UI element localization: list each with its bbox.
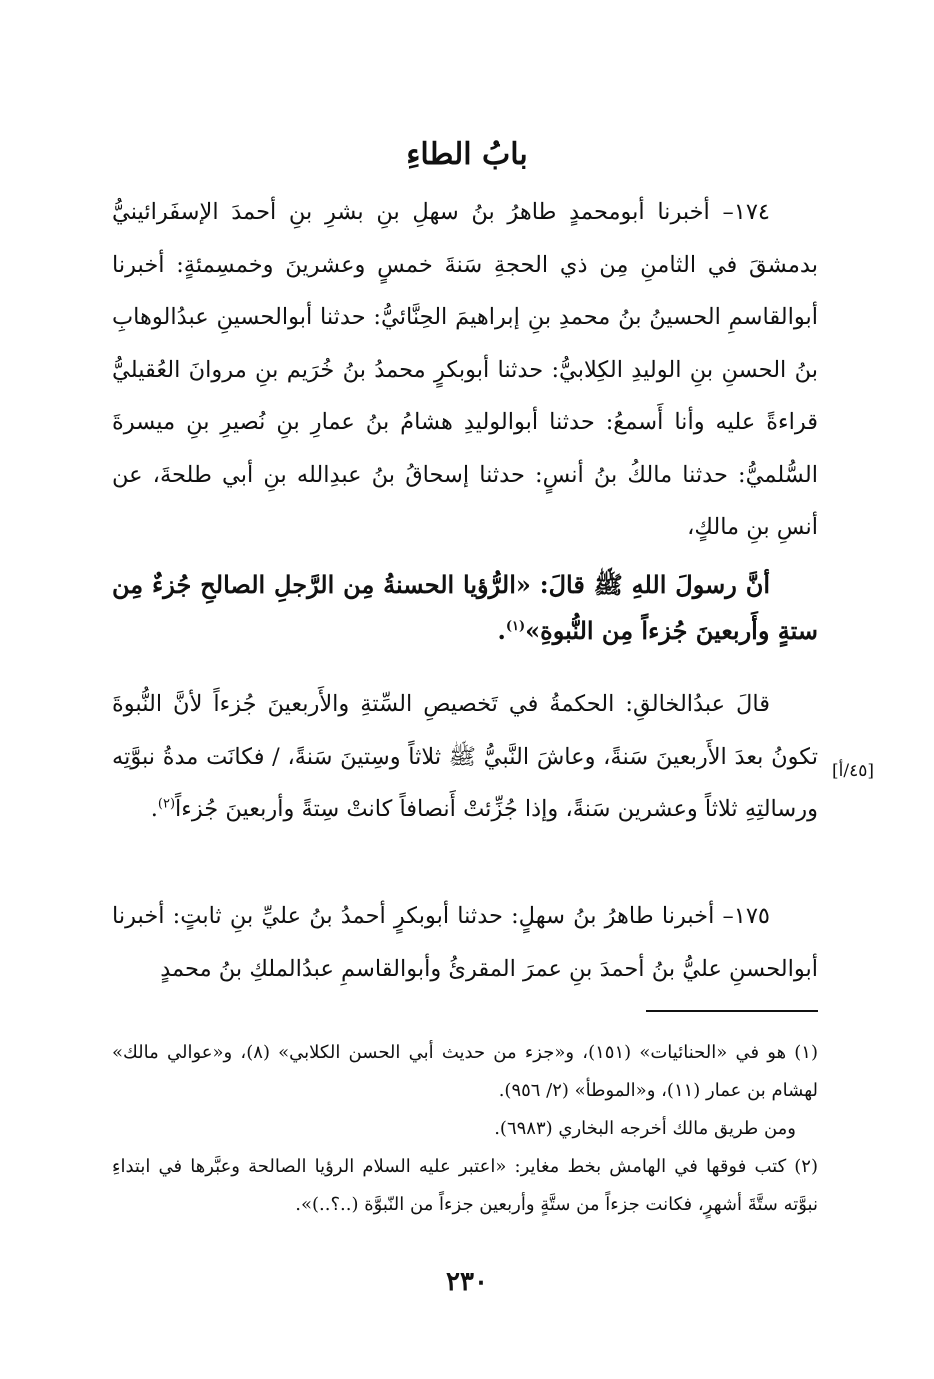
footnote-1-continuation: ومن طريق مالك أخرجه البخاري (٦٩٨٣). [494,1118,796,1139]
hadith-period: . [497,616,506,645]
commentary-period: . [150,796,158,822]
footnote-1: (١) هو في «الحنائيات» (١٥١)، و«جزء من حديث أبي الحسن الكلابي» (٨)، و«عوالي مالك» لهشام بن عمار (١١)، و«الموطأ» (٢/ ٩٥٦). [112,1042,818,1101]
footnotes-section [112,1034,818,1224]
footnote-2: (٢) كتب فوقها في الهامش بخط مغاير: «اعتبر عليه السلام الرؤيا الصالحة وعبَّرها في ابتداءِ نبوَّته ستَّةَ أشهرٍ، فكانت جزءاً من ستَّةٍ وأربعين جزءاً من النّبوَّة (..؟..)». [112,1156,818,1215]
footnote-ref-1: (١) [505,619,526,634]
manuscript-folio-marker: [٤٥/أ] [832,761,874,781]
footnote-ref-2: (٢) [157,796,176,812]
commentary-paragraph [112,678,818,836]
page-number: ٢٣٠ [446,1267,488,1297]
chapter-heading: بابُ الطاءِ [406,137,528,172]
hadith-text: أنَّ رسولَ اللهِ ﷺ قالَ: «الرُّؤيا الحسنةُ مِن الرَّجلِ الصالحِ جُزءٌ مِن ستةٍ وأَربعينَ جُزءاً مِن النُّبوةِ» [112,570,818,645]
hadith-174-isnad: ١٧٤– أخبرنا أبومحمدٍ طاهرُ بنُ سهلِ بنِ بشرِ بنِ أحمدَ الإسفَرائينيُّ بدمشقَ في الثامنِ مِن ذي الحجةِ سَنةَ خمسٍ وعشرينَ وخمسِمئةٍ: أخبرنا أبوالقاسمِ الحسينُ بنُ محمدِ بنِ إبراهيمَ الحِنَّائيُّ: حدثنا أبوالحسينِ عبدُالوهابِ بنُ الحسنِ بنِ الوليدِ الكِلابيُّ: حدثنا أبوبكرٍ محمدُ بنُ خُرَيم بنِ مروانَ العُقيليُّ قراءةً عليه وأنا أَسمعُ: حدثنا أبوالوليدِ هشامُ بنُ عمارِ بنِ نُصيرِ بنِ ميسرةَ السُّلميُّ: حدثنا مالكُ بنُ أنسٍ: حدثنا إسحاقُ بنُ عبدِالله بنِ أبي طلحةَ، عن أنسِ بنِ مالكٍ، [112,199,818,540]
commentary-text: قالَ عبدُالخالقِ: الحكمةُ في تَخصيصِ السِّتةِ والأَربعينَ جُزءاً لأنَّ النُّبوةَ تكونُ بعدَ الأَربعينَ سَنةً، وعاشَ النَّبيُّ ﷺ ثلاثاً وسِتينَ سَنةً، / فكانَت مدةُ نبوَّتِه ورسالتِهِ ثلاثاً وعشرين سَنةً، وإذا جُزِّئتْ أَنصافاً كانتْ سِتةً وأربعينَ جُزءاً [112,691,818,822]
footnote-separator [646,1010,818,1012]
hadith-175-isnad: ١٧٥– أخبرنا طاهرُ بنُ سهلٍ: حدثنا أبوبكرٍ أحمدُ بنُ عليِّ بنِ ثابتٍ: أخبرنا أبوالحسنِ عليُّ بنُ أحمدَ بنِ عمرَ المقرئُ وأبوالقاسمِ عبدُالملكِ بنُ محمدٍ [112,903,818,982]
hadith-174-matn [112,562,818,654]
